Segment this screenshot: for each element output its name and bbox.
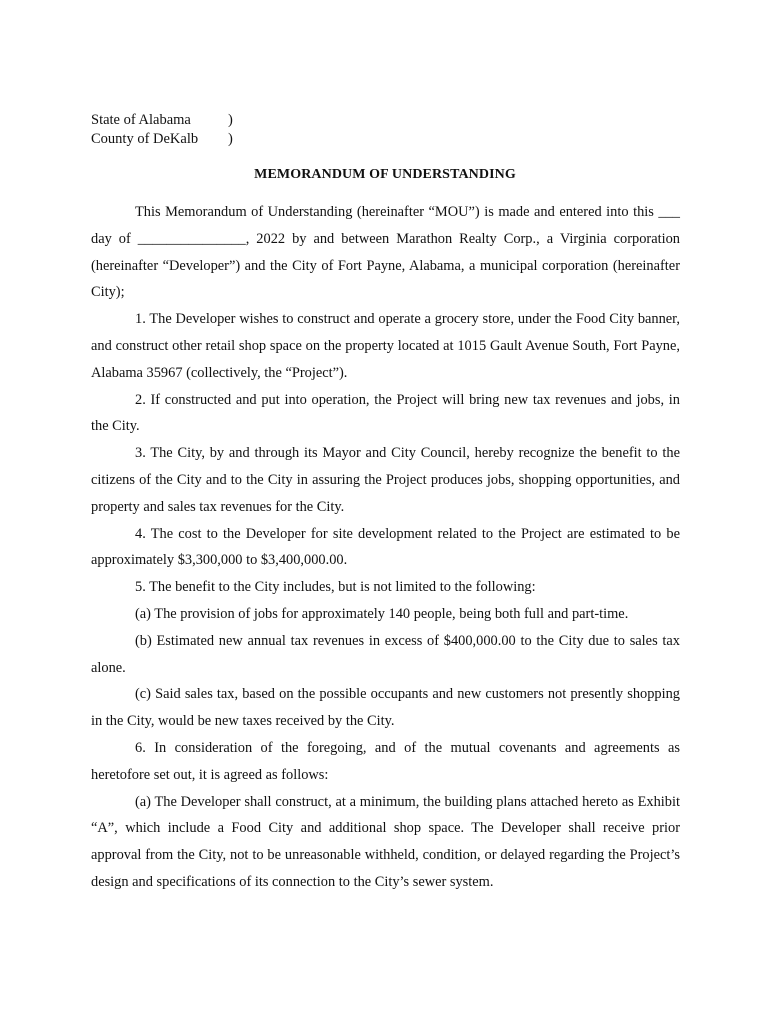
caption-state: State of Alabama [91, 112, 191, 128]
document-title: MEMORANDUM OF UNDERSTANDING [254, 167, 516, 182]
paragraph-4: 4. The cost to the Developer for site development related to the Project are estimated to be approximately $3,300,000 to $3,400,000.00. [91, 525, 680, 569]
paragraph-5c: (c) Said sales tax, based on the possible occupants and new customers not presently shopping in the City, would be new taxes received by the City. [91, 686, 680, 730]
paragraph-3: 3. The City, by and through its Mayor and City Council, hereby recognize the benefit to the citizens of the City and to the City in assuring the Project produces jobs, shopping opportunities, and property and sales tax revenues for the City. [91, 445, 680, 515]
paragraph-5a: (a) The provision of jobs for approximately 140 people, being both full and part-time. [135, 605, 629, 622]
caption-county-row [91, 130, 233, 149]
caption-bracket: ) [228, 112, 233, 128]
paragraph-5: 5. The benefit to the City includes, but is not limited to the following: [135, 579, 536, 596]
paragraph-intro: This Memorandum of Understanding (hereinafter “MOU”) is made and entered into this ___ day of _______________, 2022 by and between Marathon Realty Corp., a Virginia corporation (hereinafter “Developer”) and the City of Fort Payne, Alabama, a municipal corporation (hereinafter City); [91, 204, 680, 301]
document-body [91, 199, 680, 896]
caption-state-row [91, 111, 233, 130]
case-caption [91, 111, 233, 149]
paragraph-6a: (a) The Developer shall construct, at a minimum, the building plans attached hereto as Exhibit “A”, which include a Food City and additional shop space. The Developer shall receive prior approval from the City, not to be unreasonable withheld, condition, or delayed regarding the Project’s design and specifications of its connection to the City’s sewer system. [91, 793, 680, 890]
paragraph-5b: (b) Estimated new annual tax revenues in excess of $400,000.00 to the City due to sales tax alone. [91, 632, 680, 676]
paragraph-6: 6. In consideration of the foregoing, and of the mutual covenants and agreements as heretofore set out, it is agreed as follows: [91, 739, 680, 783]
caption-bracket: ) [228, 131, 233, 147]
paragraph-1: 1. The Developer wishes to construct and operate a grocery store, under the Food City banner, and construct other retail shop space on the property located at 1015 Gault Avenue South, Fort Payne, Alabama 35967 (collectively, the “Project”). [91, 311, 680, 381]
caption-county: County of DeKalb [91, 131, 199, 147]
paragraph-2: 2. If constructed and put into operation, the Project will bring new tax revenues and jobs, in the City. [91, 391, 680, 435]
